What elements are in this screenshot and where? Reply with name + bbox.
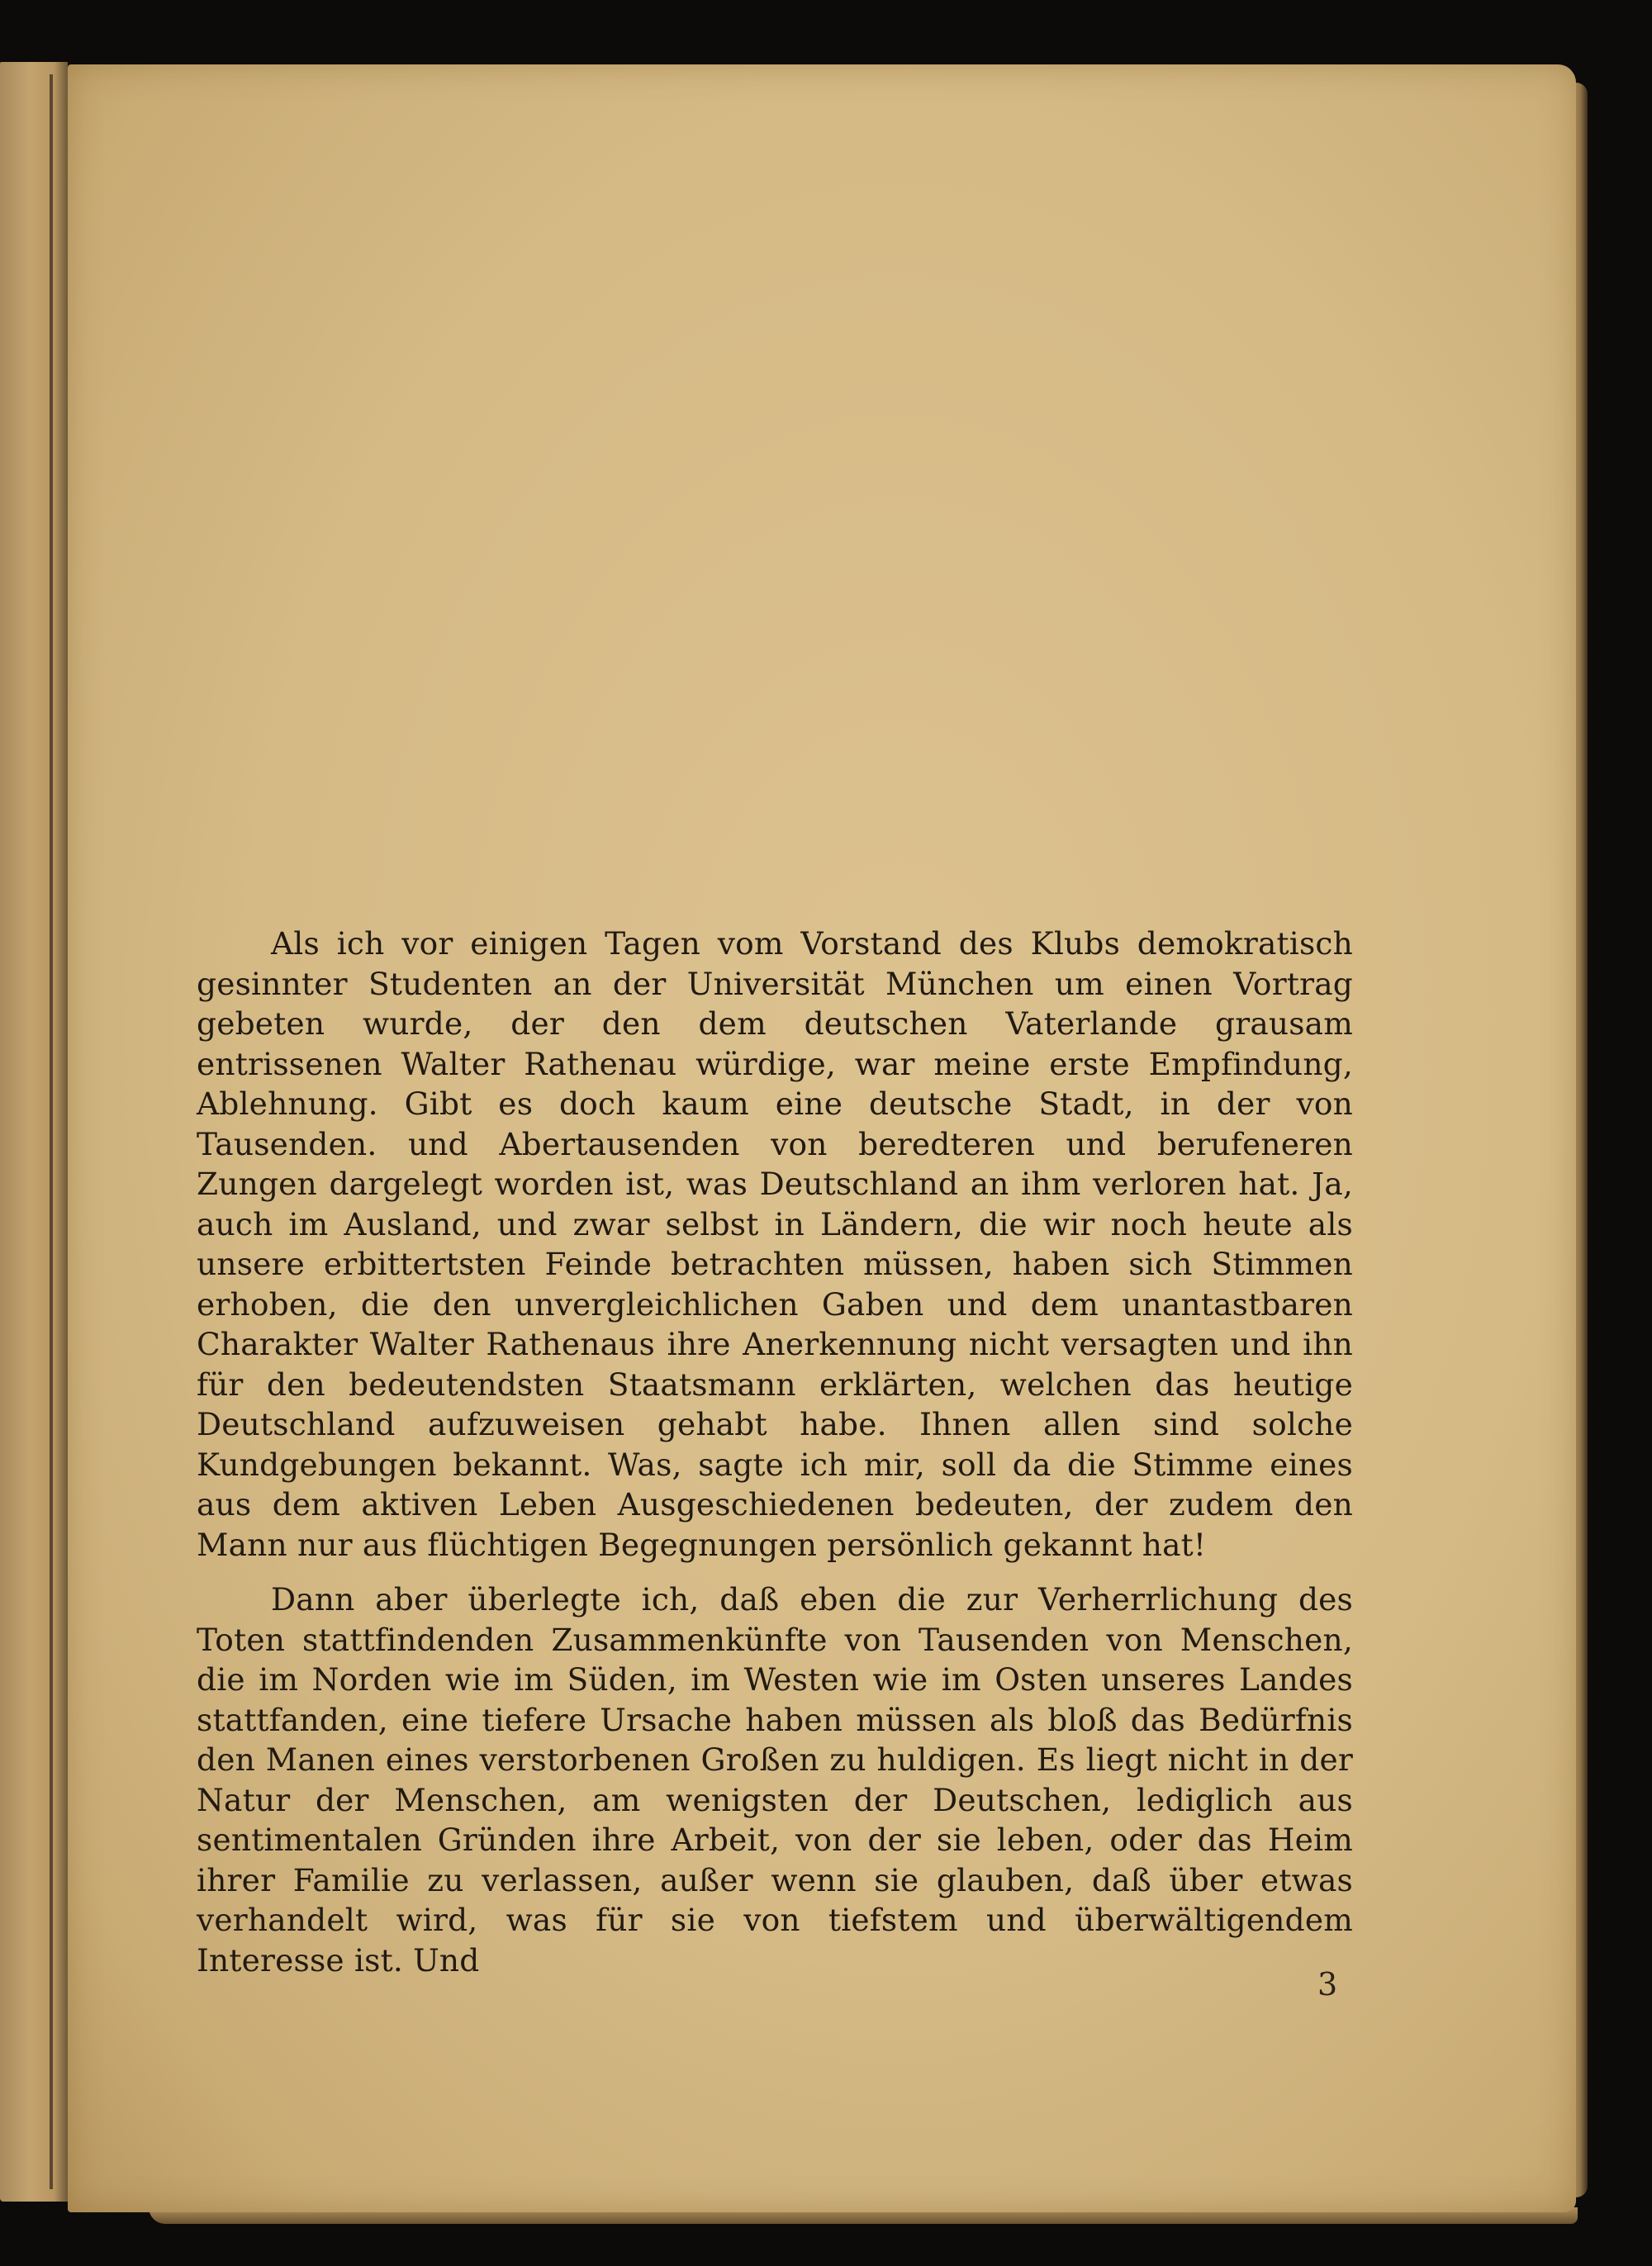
binding-spine [50, 74, 53, 2189]
page-number: 3 [1317, 1966, 1338, 2002]
left-page-edge [0, 62, 68, 2202]
paragraph-2: Dann aber überlegte ich, daß eben die zur Verherrlichung des Toten stattfindenden Zusammenkünfte von Tausenden von Menschen, die im Norden wie im Süden, im Westen wie im Osten unseres Landes stattfanden, eine tiefere Ursache haben müssen als bloß das Bedürfnis den Manen eines verstorbenen Großen zu huldigen. Es liegt nicht in der Natur der Menschen, am wenigsten der Deutschen, lediglich aus sentimentalen Gründen ihre Arbeit, von der sie leben, oder das Heim ihrer Familie zu verlassen, außer wenn sie glauben, daß über etwas verhandelt wird, was für sie von tiefstem und überwältigendem Interesse ist. Und [197, 1581, 1353, 1979]
paragraph-1: Als ich vor einigen Tagen vom Vorstand des Klubs demokratisch gesinnter Studenten an der Universität München um einen Vortrag gebeten wurde, der den dem deutschen Vaterlande grausam entrissenen Walter Rathenau würdige, war meine erste Empfindung, Ablehnung. Gibt es doch kaum eine deutsche Stadt, in der von Tausenden. und Abertausenden von beredteren und berufeneren Zungen dargelegt worden ist, was Deutschland an ihm verloren hat. Ja, auch im Ausland, und zwar selbst in Ländern, die wir noch heute als unsere erbittertsten Feinde betrachten müssen, haben sich Stimmen erhoben, die den unvergleichlichen Gaben und dem unantastbaren Charakter Walter Rathenaus ihre Anerkennung nicht versagten und ihn für den bedeutendsten Staatsmann erklärten, welchen das heutige Deutschland aufzuweisen gehabt habe. Ihnen allen sind solche Kundgebungen bekannt. Was, sagte ich mir, soll da die Stimme eines aus dem aktiven Leben Ausgeschiedenen bedeuten, der zudem den Mann nur aus flüchtigen Begegnungen persönlich gekannt hat! [197, 925, 1353, 1563]
body-text [197, 924, 1353, 1980]
